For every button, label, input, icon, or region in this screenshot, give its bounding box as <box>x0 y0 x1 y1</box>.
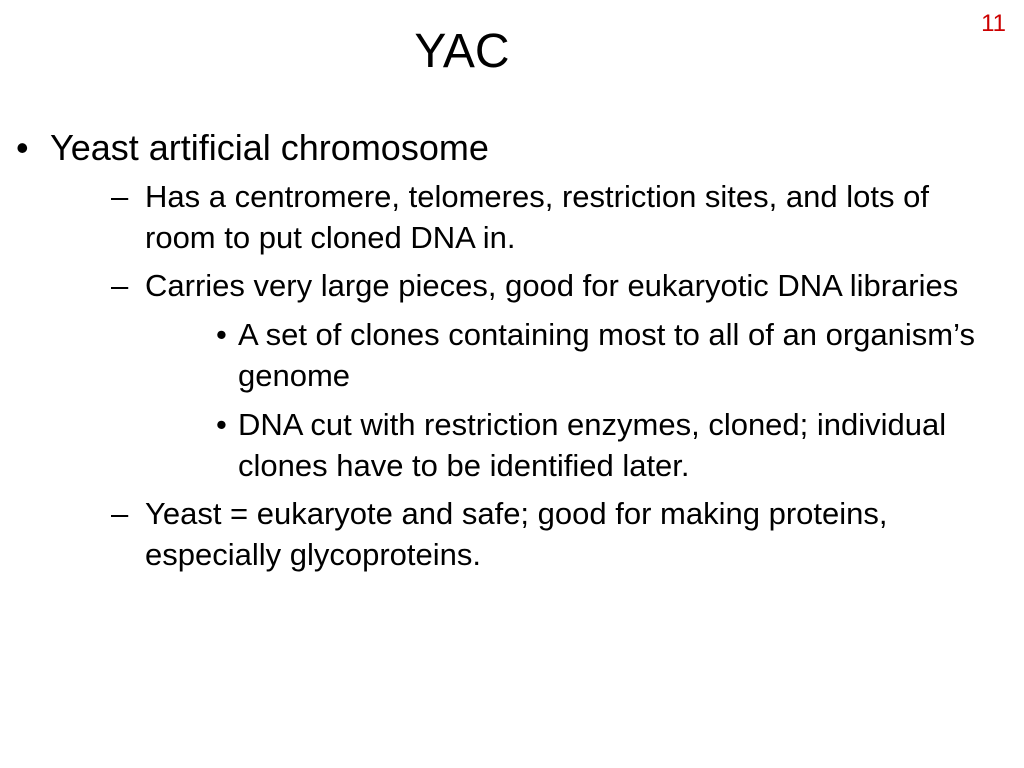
sub-bullet-text: Has a centromere, telomeres, restriction sites, and lots of room to put cloned DNA in. <box>145 179 929 255</box>
bullet-mark: • <box>216 407 227 442</box>
dash-mark: – <box>111 496 129 531</box>
dash-mark: – <box>111 268 129 303</box>
sub-bullet-list <box>50 176 1000 575</box>
sub-sub-bullet-item <box>190 404 1000 486</box>
sub-sub-bullet-text: A set of clones containing most to all of an organism’s genome <box>238 317 975 393</box>
slide-number: 11 <box>981 10 1006 37</box>
sub-sub-bullet-list <box>145 314 1000 486</box>
bullet-mark: • <box>216 317 227 352</box>
dash-mark: – <box>111 179 129 214</box>
bullet-item <box>0 124 1000 575</box>
slide-title: YAC <box>414 25 510 78</box>
sub-sub-bullet-item <box>190 314 1000 396</box>
sub-bullet-text: Yeast = eukaryote and safe; good for making proteins, especially glycoproteins. <box>145 496 888 572</box>
bullet-text: Yeast artificial chromosome <box>50 127 489 168</box>
sub-bullet-item <box>95 493 1000 575</box>
bullet-list <box>0 124 1000 575</box>
sub-bullet-item <box>95 265 1000 486</box>
sub-bullet-item <box>95 176 1000 258</box>
sub-bullet-text: Carries very large pieces, good for eukaryotic DNA libraries <box>145 268 959 303</box>
sub-sub-bullet-text: DNA cut with restriction enzymes, cloned; individual clones have to be identified later. <box>238 407 947 483</box>
bullet-mark: • <box>16 127 29 168</box>
